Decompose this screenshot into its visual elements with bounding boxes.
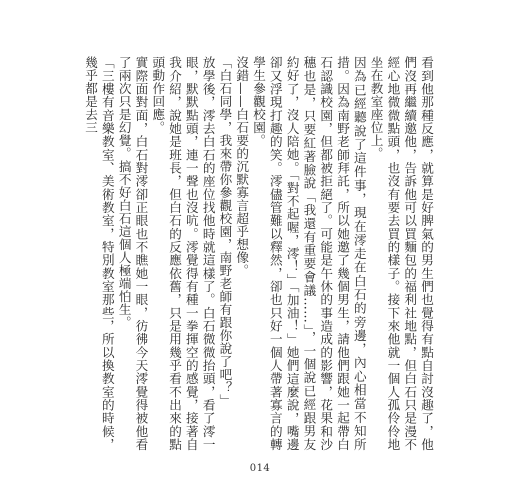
paragraph-5: 放學後，澪去白石的座位找他時就這樣了。白石微微抬頭，看了澪一眼，默默點頭，連一聲也沒吭。澪覺得有種一拳揮空的感覺，接著自我介紹，說她是班長，但白石的反應依舊，只是用幾乎看不出來的點頭動作回應。 [150, 56, 216, 451]
vertical-text-block [74, 56, 434, 451]
paragraph-7: 「三樓有音樂教室、美術教室，特別教室那些，所以換教室的時候，幾乎都是去三 [83, 56, 115, 451]
paragraph-4: 「白石同學，我來帶你參觀校園，南野老師有跟你說了吧？」 [217, 56, 233, 407]
paragraph-3: 沒錯——白石要的沉默寡言超乎想像。 [234, 56, 250, 277]
paragraph-6: 實際面對面，白石對澪卻正眼也不瞧她一眼，彷彿今天澪覺得被他看了兩次只是幻覺。搞不好白石這個人極端怕生。 [116, 56, 149, 451]
paragraph-1: 看到他那種反應，就算是好脾氣的男生們也覺得有點自討沒趣了，他們沒再繼續邀他，告訴他可以買麵包的福利社地點，但白石只是漫不經心地微微點頭，也沒有要去買的樣子。接下來他就一個人孤伶伶地坐在教室座位上。 [368, 56, 434, 451]
paragraph-2: 因為已經聽說了這件事，現在澪走在白石的旁邊，內心相當不知所措。因為南野老師拜託，所以她邀了幾個男生，請他們跟她一起帶白石認識校園，但都被拒絕了。可能是午休的事造成的影響，花果和沙穗也是，只要紅著臉說「我還有重要會議……」，一個說已經跟男友約好了，沒人陪她。「對不起喔，澪！」「加油！」她們這麼說，嘴邊卻又浮現打趣的笑。澪儘管難以釋然，卻也只好一個人帶著寡言的轉學生參觀校園。 [251, 56, 367, 451]
page-number: 014 [249, 463, 271, 474]
